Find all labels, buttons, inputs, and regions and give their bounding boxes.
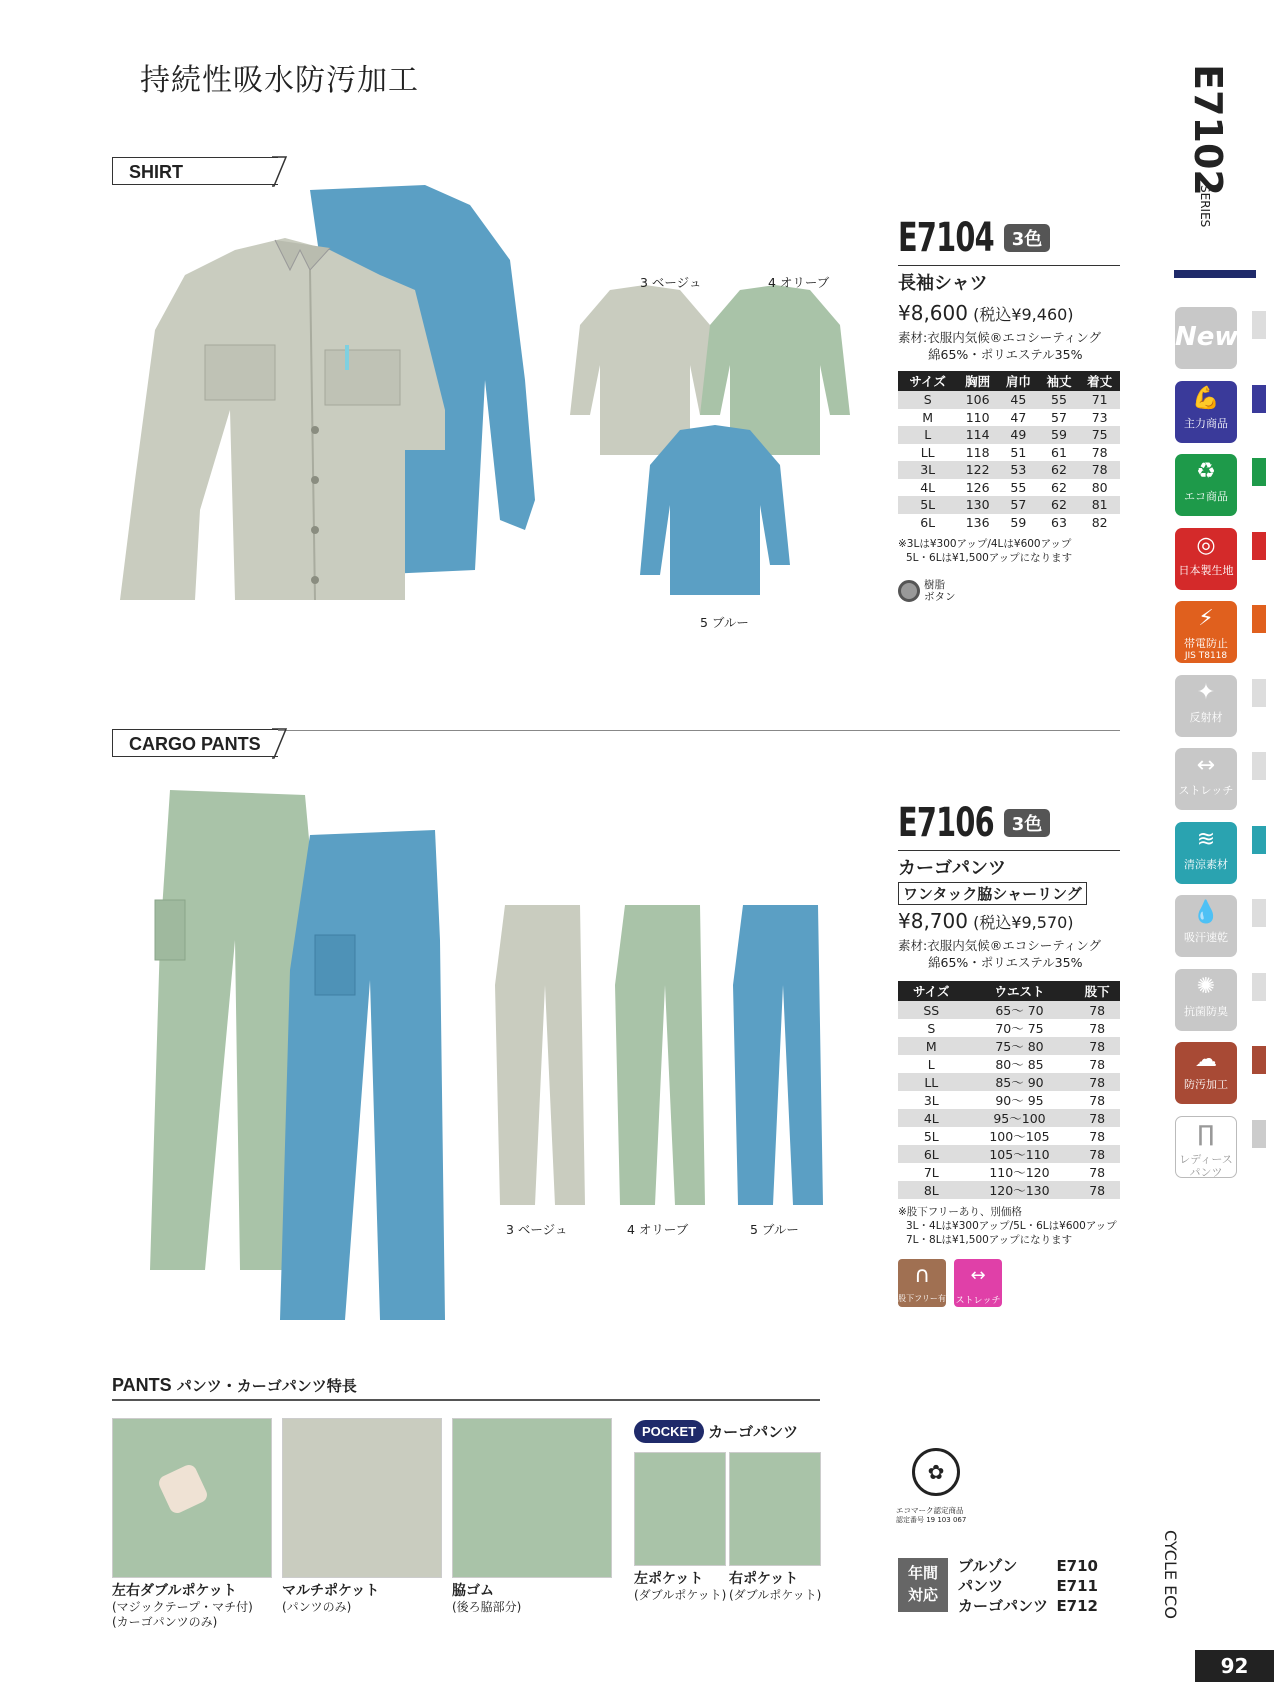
cycle-eco-label: CYCLE ECO [1161,1530,1180,1619]
side-icon-label: 反射材 [1189,710,1223,724]
pocket-right-sub: (ダブルポケット) [729,1588,822,1602]
side-icon-label: 抗菌防臭 [1184,1004,1228,1018]
feature-item-2 [282,1580,379,1615]
shirt-size-cell: 5L [898,496,957,514]
pants-size-cell: 78 [1074,1109,1120,1127]
pants-note-3: 7L・8Lは¥1,500アップになります [906,1234,1073,1246]
side-icon-3 [1175,528,1237,590]
side-tab-marker [1252,458,1266,486]
pants-material-2: 綿65%・ポリエステル35% [928,955,1083,970]
pants-size-header-2: 股下 [1074,981,1120,1001]
table-row [898,514,1120,532]
yearround-name-3: カーゴパンツ [958,1597,1049,1615]
side-tab-marker [1252,973,1266,1001]
shirt-color-label-blue: 5 ブルー [700,615,749,630]
pants-size-cell: 6L [898,1145,965,1163]
feature-item-3 [452,1580,521,1615]
shirt-size-cell: 55 [1039,391,1080,409]
pants-size-cell: 120～130 [965,1181,1075,1199]
shirt-size-table [898,371,1120,531]
pants-size-cell: 85～ 90 [965,1073,1075,1091]
feature-photo-multi-pocket [282,1418,442,1578]
pants-size-cell: 78 [1074,1073,1120,1091]
pants-name: カーゴパンツ [898,858,1006,879]
pants-size-cell: 3L [923,1092,939,1108]
droplets-icon: 💧 [1192,900,1220,925]
pants-size-cell: 78 [1089,1092,1106,1108]
shirt-size-header-4: 着丈 [1079,371,1120,391]
pants-size-cell: 90～ 95 [995,1093,1044,1108]
pants-size-cell: 100～105 [989,1129,1050,1144]
feature-2-sub1: (パンツのみ) [282,1600,352,1614]
pants-code: E7106 [898,800,994,846]
series-bar [1174,270,1256,278]
pants-subtitle: ワンタック脇シャーリング [898,882,1087,905]
features-title-rest: パンツ・カーゴパンツ特長 [176,1377,357,1395]
pants-note-2: 3L・4Lは¥300アップ/5L・6Lは¥600アップ [906,1220,1117,1232]
table-row [898,1091,1120,1109]
pants-size-table [898,981,1120,1199]
shirt-details [898,215,1120,603]
pants-section-tag [112,729,278,757]
feature-photo-waist-elastic [452,1418,612,1578]
side-icon-6 [1175,748,1237,810]
pants-size-cell: 78 [1089,1056,1106,1072]
series-code-text: E7102 [1186,64,1230,196]
recycle-globe-icon: ♻ [1196,459,1216,484]
pants-price-tax: (税込¥9,570) [973,913,1074,932]
shirt-note-1: ※3Lは¥300アップ/4Lは¥600アップ [898,538,1072,550]
side-icon-sublabel: JIS T8118 [1184,651,1228,661]
shirt-size-cell: 126 [965,479,990,495]
shirt-size-cell: 53 [998,461,1039,479]
pocket-item-left [634,1568,726,1603]
pants-color-label-beige: 3 ベージュ [506,1222,568,1237]
shirt-size-cell: 59 [1010,514,1027,530]
side-icon-label: 主力商品 [1184,416,1228,430]
resin-button-icon [898,580,920,602]
pants-size-header-1: ウエスト [965,981,1075,1001]
side-tab-marker [1252,1046,1266,1074]
side-icon-11 [1175,1116,1237,1178]
button-label-1: 樹脂 [924,579,945,591]
yearround-badge [898,1558,948,1612]
feature-1-sub2: (カーゴパンツのみ) [112,1615,218,1629]
side-icon-label: 吸汗速乾 [1184,931,1228,944]
shirt-size-cell: 4L [920,479,936,495]
muscle-icon: 💪 [1192,385,1220,411]
pants-size-cell: SS [898,1001,965,1019]
side-icon-label: エコ商品 [1184,490,1228,503]
button-label-2: ボタン [924,591,956,603]
shirt-size-cell: 6L [920,514,936,530]
sparkle-icon: ✦ [1196,679,1216,705]
shirt-size-cell: 63 [1051,514,1067,530]
pants-size-cell: 65～ 70 [965,1001,1075,1019]
side-icon-label: 帯電防止 [1184,637,1228,650]
lightning-icon: ⚡ [1198,606,1214,631]
shirt-size-cell: 78 [1091,444,1108,460]
side-icon-label: レディースパンツ [1179,1152,1233,1179]
shirt-size-cell: 61 [1051,444,1067,460]
table-row [898,444,1120,462]
side-icon-0 [1175,307,1237,369]
side-tab-marker [1252,385,1266,413]
section-divider [278,730,1120,731]
side-icon-4 [1175,601,1237,663]
side-icon-2 [1175,454,1237,516]
table-row [898,496,1120,514]
pants-color-label-olive: 4 オリーブ [627,1222,689,1237]
shirt-size-cell: 49 [998,426,1039,444]
table-row [898,426,1120,444]
pocket-item-right [729,1568,821,1603]
shirt-material-2: 綿65%・ポリエステル35% [928,347,1083,362]
shirt-price-tax: (税込¥9,460) [973,305,1074,324]
shirt-size-cell: 78 [1079,461,1120,479]
shirt-size-cell: 130 [957,496,998,514]
ladies-pants-icon: ∏ [1197,1121,1215,1147]
stain-cloud-icon: ☁ [1195,1047,1217,1072]
page-number: 92 [1195,1650,1274,1682]
feature-1-label: 左右ダブルポケット [112,1583,237,1599]
pocket-left-label: 左ポケット [634,1571,704,1587]
pants-size-cell: 75～ 80 [965,1037,1075,1055]
side-tab-marker [1252,532,1266,560]
shirt-color-label-beige: 3 ベージュ [640,275,702,290]
table-row [898,1127,1120,1145]
side-icon-8 [1175,895,1237,957]
table-row [898,479,1120,497]
pants-size-header-0: サイズ [898,981,965,1001]
side-icon-label: ストレッチ [1178,784,1234,797]
pants-size-cell: 5L [923,1128,939,1144]
table-row [898,461,1120,479]
shirt-size-cell: M [922,409,934,425]
pants-size-cell: 70～ 75 [995,1021,1044,1036]
inseam-free-icon: ∩ 股下フリー有 [898,1259,946,1307]
pants-price: ¥8,700 [898,909,968,933]
shirt-size-cell: 73 [1091,409,1108,425]
shirt-size-cell: 122 [957,461,998,479]
pants-size-cell: M [898,1037,965,1055]
yearround-badge-2: 対応 [907,1586,938,1604]
shirt-size-cell: 62 [1039,496,1080,514]
pants-details [898,800,1120,1307]
side-icon-5 [1175,675,1237,737]
shirt-main-photo [115,180,535,640]
side-icon-label: 防汚加工 [1184,1078,1228,1091]
table-row [898,1073,1120,1091]
shirt-size-cell: 110 [965,409,990,425]
shirt-size-cell: 82 [1091,514,1108,530]
series-word: SERIES [1198,185,1212,228]
side-icon-1 [1175,381,1237,443]
table-row [898,1055,1120,1073]
yearround-badge-1: 年間 [907,1564,938,1582]
side-icon-9 [1175,969,1237,1031]
ecomark-line1: エコマーク認定商品 [896,1506,964,1515]
shirt-price: ¥8,600 [898,301,968,325]
inseam-free-label: 股下フリー有 [898,1294,946,1303]
pants-size-cell: 78 [1089,1164,1106,1180]
shirt-material-1: 素材:衣服内気候®エコシーティング [898,330,1101,345]
new-text: New [1175,322,1239,352]
shirt-size-cell: 3L [898,461,957,479]
pants-size-cell: 78 [1074,1181,1120,1199]
shirt-size-cell: 57 [998,496,1039,514]
page-headline: 持続性吸水防汚加工 [140,63,419,98]
pants-size-cell: 110～120 [989,1165,1050,1180]
pants-size-cell: 4L [898,1109,965,1127]
pants-olive-photo [615,905,715,1215]
pants-size-cell: 78 [1089,1020,1106,1036]
pants-size-cell: 8L [898,1181,965,1199]
shirt-size-cell: 62 [1051,479,1067,495]
side-tab-marker [1252,605,1266,633]
shirt-size-cell: 51 [1010,444,1027,460]
pants-blue-photo [733,905,833,1215]
table-row [898,1163,1120,1181]
stretch-icon-pants: ↔ ストレッチ [954,1259,1002,1307]
side-icon-7 [1175,822,1237,884]
shirt-code: E7104 [898,215,994,261]
side-tab-marker [1252,826,1266,854]
shirt-size-cell: 80 [1091,479,1108,495]
shirt-section-tag-label: SHIRT [129,162,183,182]
side-icon-label: 清涼素材 [1184,857,1228,871]
wave-icon: ≋ [1196,826,1216,852]
germ-icon: ✺ [1196,973,1216,999]
table-row [898,1019,1120,1037]
table-row [898,391,1120,409]
pocket-header [634,1420,798,1443]
pants-size-cell: 80～ 85 [995,1057,1044,1072]
stretch-arrows-icon: ↔ [1196,753,1216,778]
pants-color-label-blue: 5 ブルー [750,1222,799,1237]
shirt-size-cell: 136 [965,514,990,530]
features-header [112,1375,820,1401]
shirt-note-2: 5L・6Lは¥1,500アップになります [906,552,1073,564]
shirt-colors-badge: 3色 [1004,224,1051,252]
shirt-size-cell: 71 [1079,391,1120,409]
yearround-code-2: E711 [1056,1577,1098,1595]
pants-size-cell: 78 [1074,1145,1120,1163]
pocket-left-sub: (ダブルポケット) [634,1588,727,1602]
pants-size-cell: 95～100 [965,1109,1075,1127]
side-icon-label: 日本製生地 [1178,563,1234,577]
shirt-name: 長袖シャツ [898,273,988,294]
table-row [898,409,1120,427]
feature-1-sub1: (マジックテープ・マチ付) [112,1600,253,1614]
pants-colors-badge: 3色 [1004,809,1051,837]
fabric-roll-icon: ◎ [1196,532,1216,558]
feature-item-1 [112,1580,253,1630]
shirt-size-cell: LL [920,444,935,460]
shirt-blue-photo [640,425,790,600]
series-code [1183,64,1233,228]
feature-photo-double-pocket [112,1418,272,1578]
shirt-color-label-olive: 4 オリーブ [768,275,830,290]
table-row [898,1109,1120,1127]
side-icon-10 [1175,1042,1237,1104]
pants-material-1: 素材:衣服内気候®エコシーティング [898,938,1101,953]
shirt-size-cell: S [898,391,957,409]
pocket-right-label: 右ポケット [729,1571,799,1587]
side-tab-marker [1252,1120,1266,1148]
shirt-size-header-1: 胸囲 [957,371,998,391]
yearround-name-2: パンツ [958,1577,1004,1595]
table-row [898,1037,1120,1055]
ecomark-line2: 認定番号 19 103 067 [896,1516,967,1524]
yearround-code-1: E710 [1056,1557,1098,1575]
feature-2-label: マルチポケット [282,1583,380,1599]
side-tab-marker [1252,752,1266,780]
shirt-size-cell: 45 [998,391,1039,409]
shirt-size-cell: 75 [1079,426,1120,444]
pocket-title: カーゴパンツ [708,1423,799,1441]
shirt-size-cell: 55 [1010,479,1027,495]
pants-main-photo [150,790,450,1350]
shirt-size-cell: 106 [957,391,998,409]
shirt-size-cell: 114 [957,426,998,444]
ecomark-logo: ✿ [912,1448,960,1496]
shirt-size-cell: 47 [1010,409,1027,425]
shirt-size-cell: 57 [1051,409,1067,425]
pants-beige-photo [495,905,595,1215]
pants-note-1: ※股下フリーあり、別価格 [898,1206,1022,1218]
shirt-size-cell: 81 [1079,496,1120,514]
features-title-bold: PANTS [112,1375,172,1395]
pants-section-tag-label: CARGO PANTS [129,734,261,754]
pocket-photo-left [634,1452,726,1566]
yearround-list [958,1556,1098,1616]
side-tab-marker [1252,899,1266,927]
table-row [898,1001,1120,1019]
shirt-size-cell: 59 [1039,426,1080,444]
pocket-photo-right [729,1452,821,1566]
shirt-size-cell: L [898,426,957,444]
feature-3-label: 脇ゴム [452,1583,494,1599]
pocket-badge: POCKET [634,1420,704,1443]
pants-size-cell: S [927,1020,936,1036]
pants-size-cell: L [927,1056,935,1072]
side-tab-marker [1252,679,1266,707]
table-row [898,1145,1120,1163]
pants-size-cell: 105～110 [965,1145,1075,1163]
pants-size-cell: 78 [1074,1037,1120,1055]
pants-size-cell: 78 [1089,1128,1106,1144]
side-tab-marker [1252,311,1266,339]
pants-size-cell: LL [898,1073,965,1091]
stretch-label-pants: ストレッチ [955,1296,1001,1306]
shirt-size-cell: 62 [1039,461,1080,479]
pants-size-cell: 78 [1074,1001,1120,1019]
yearround-name-1: ブルゾン [958,1557,1018,1575]
shirt-size-cell: 118 [965,444,990,460]
pants-size-cell: 7L [923,1164,939,1180]
shirt-size-header-3: 袖丈 [1039,371,1080,391]
shirt-size-header-0: サイズ [898,371,957,391]
yearround-code-3: E712 [1056,1597,1098,1615]
feature-3-sub1: (後ろ脇部分) [452,1600,522,1614]
table-row [898,1181,1120,1199]
shirt-size-header-2: 肩巾 [998,371,1039,391]
pants-tag-arrow [272,728,290,760]
